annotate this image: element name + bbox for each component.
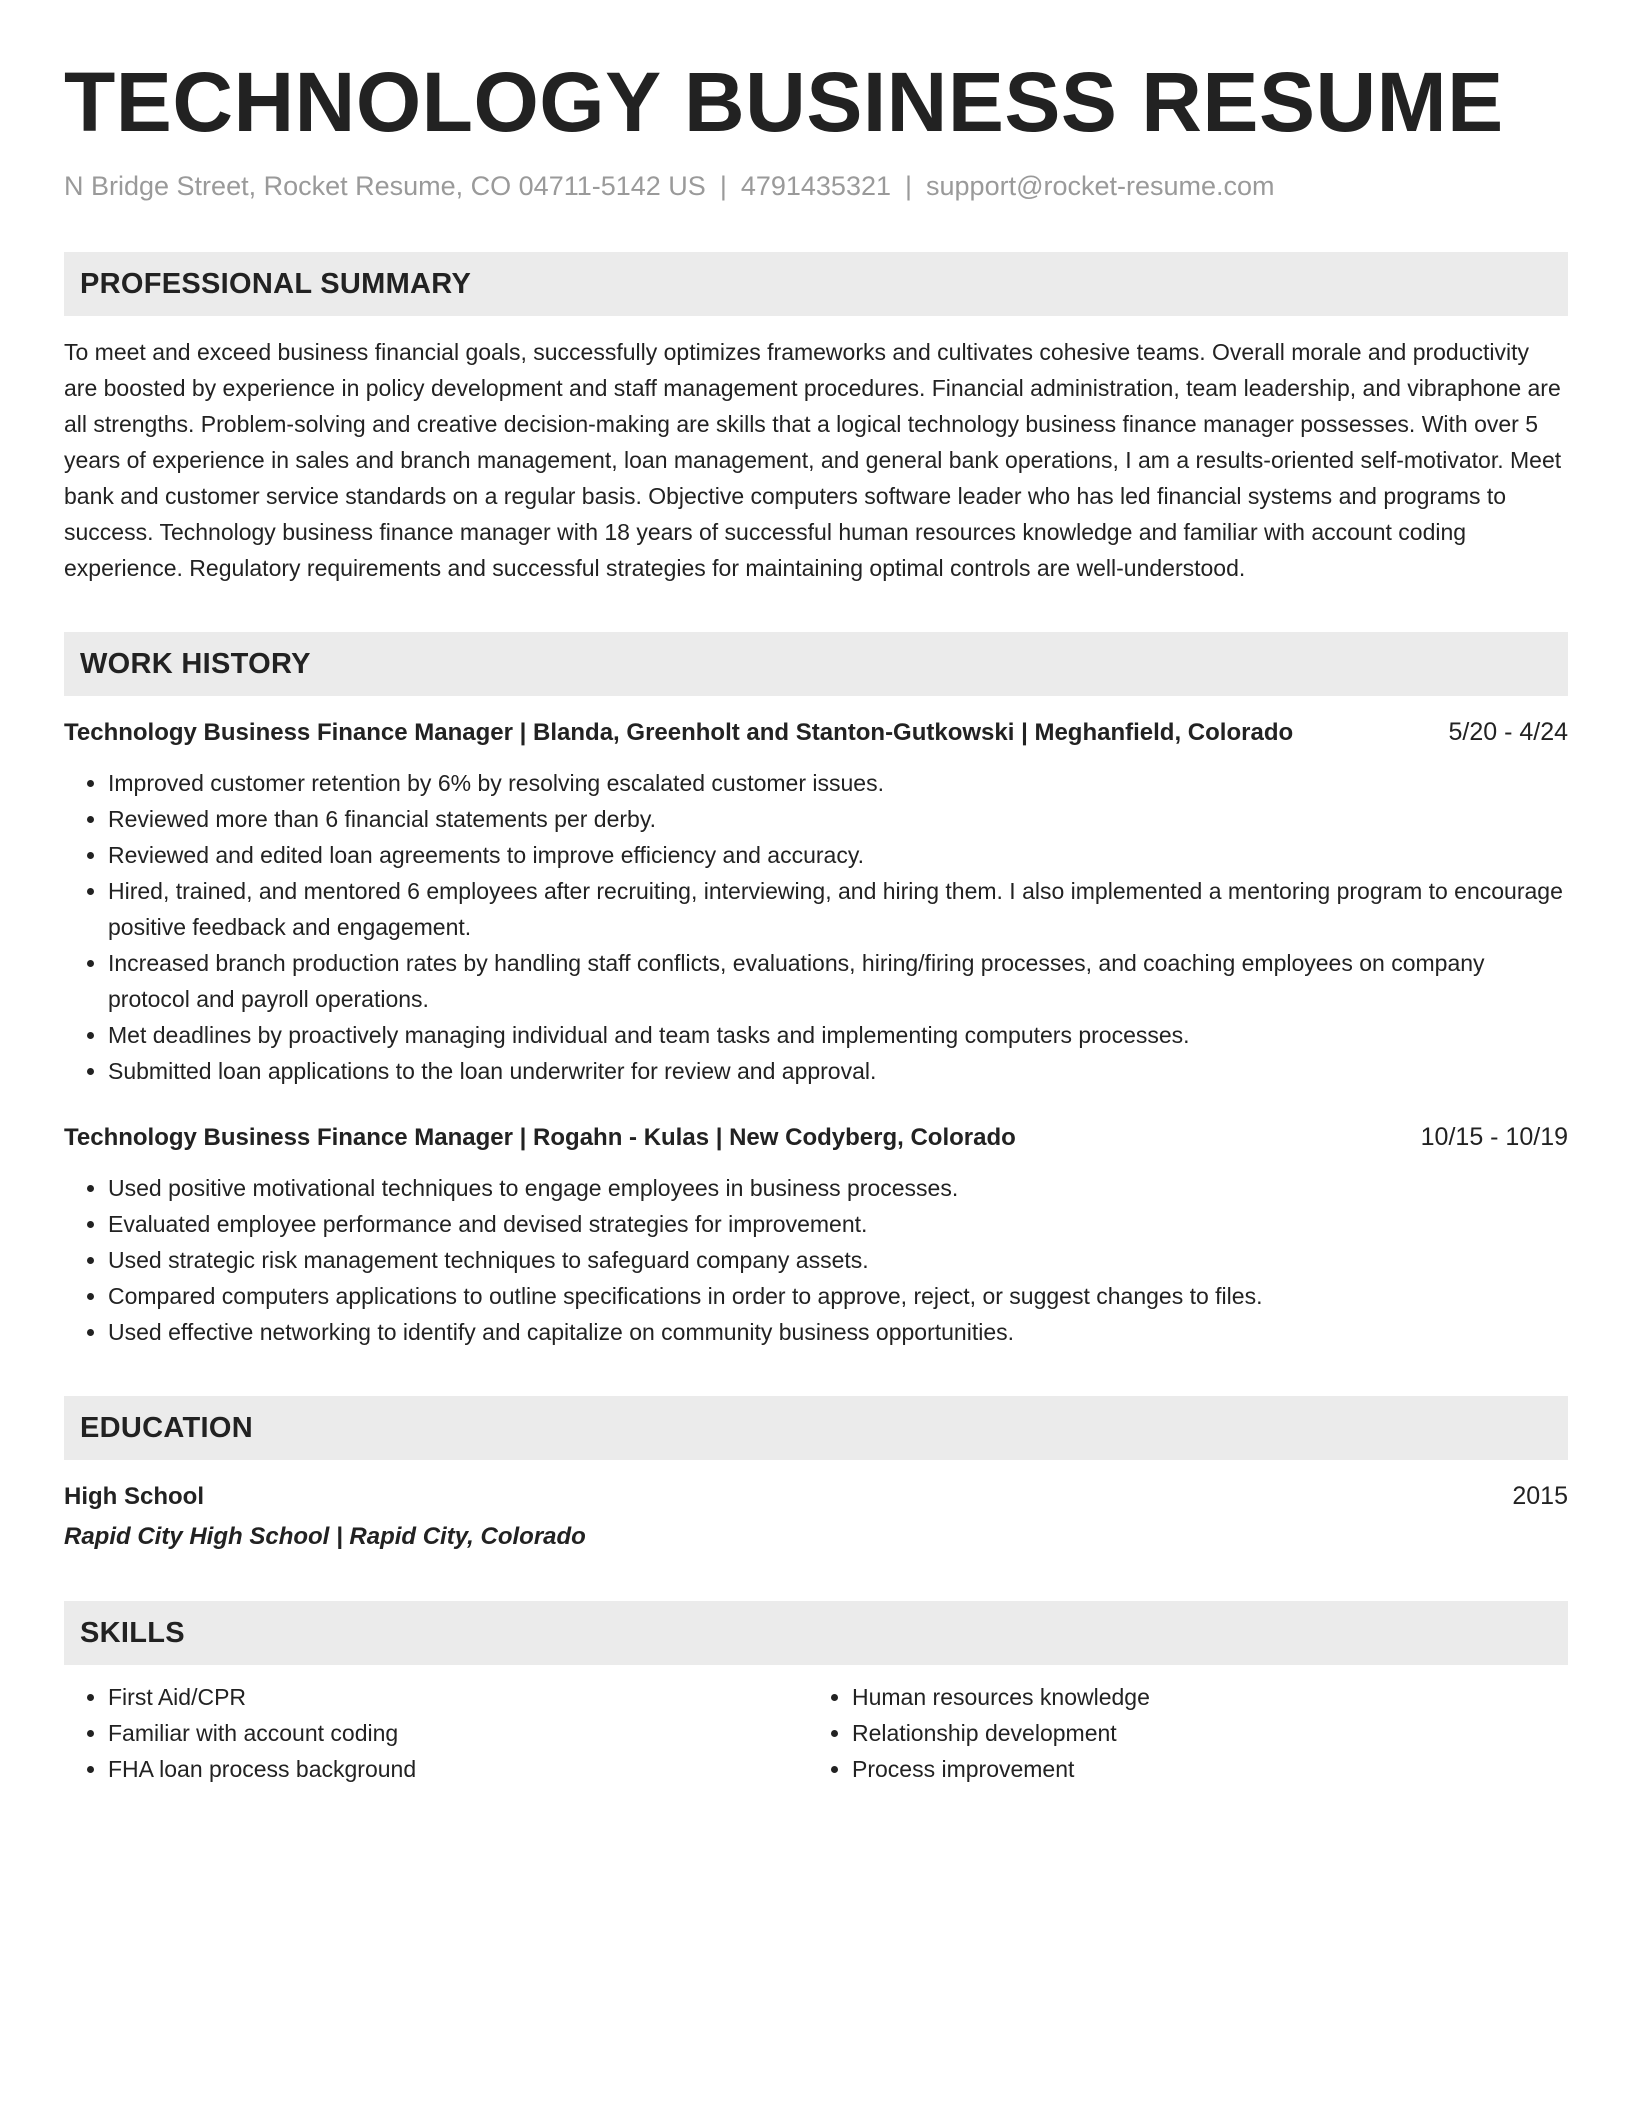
contact-phone: 4791435321 bbox=[740, 171, 891, 201]
job-dates: 10/15 - 10/19 bbox=[1420, 1123, 1568, 1151]
skill-item: • Human resources knowledge bbox=[852, 1679, 1552, 1715]
contact-email: support@rocket-resume.com bbox=[926, 171, 1275, 201]
list-item: • Reviewed more than 6 financial statements per derby. bbox=[108, 801, 1568, 837]
education-school: Rapid City High School | Rapid City, Colorado bbox=[64, 1523, 586, 1550]
section-header-education: EDUCATION bbox=[64, 1396, 1568, 1460]
summary-text: To meet and exceed business financial goals, successfully optimizes frameworks and cultivates cohesive teams. Overall morale and productivity are boosted by experience in policy development and staff management procedures. Financial administration, team leadership, and vibraphone are all strengths. Problem-solving and creative decision-making are skills that a logical technology business finance manager possesses. With over 5 years of experience in sales and branch management, loan management, and general bank operations, I am a results-oriented self-motivator. Meet bank and customer service standards on a regular basis. Objective computers software leader who has led financial systems and programs to success. Technology business finance manager with 18 years of successful human resources knowledge and familiar with account coding experience. Regulatory requirements and successful strategies for maintaining optimal controls are well-understood. bbox=[64, 339, 1562, 581]
contact-separator: | bbox=[719, 171, 727, 201]
job-dates: 5/20 - 4/24 bbox=[1448, 718, 1568, 746]
education-degree: High School bbox=[64, 1483, 204, 1510]
skills-list bbox=[64, 1679, 1568, 1787]
list-item: • Evaluated employee performance and devised strategies for improvement. bbox=[108, 1206, 1568, 1242]
resume-title: TECHNOLOGY BUSINESS RESUME bbox=[64, 55, 1504, 149]
job-title: Technology Business Finance Manager | Blanda, Greenholt and Stanton-Gutkowski | Meghanfield, Colorado bbox=[64, 719, 1294, 746]
list-item: • Met deadlines by proactively managing individual and team tasks and implementing computers processes. bbox=[108, 1017, 1568, 1053]
skill-item: • Process improvement bbox=[852, 1751, 1552, 1787]
job-bullets bbox=[64, 765, 1568, 1089]
skill-item: • First Aid/CPR bbox=[108, 1679, 808, 1715]
skill-item: • Relationship development bbox=[852, 1715, 1552, 1751]
skill-item: • Familiar with account coding bbox=[108, 1715, 808, 1751]
contact-separator: | bbox=[905, 171, 913, 201]
list-item: • Used positive motivational techniques to engage employees in business processes. bbox=[108, 1170, 1568, 1206]
job-header bbox=[64, 1119, 1568, 1156]
skills-column-left bbox=[64, 1679, 808, 1787]
list-item: • Submitted loan applications to the loan underwriter for review and approval. bbox=[108, 1053, 1568, 1089]
resume-page bbox=[64, 52, 1568, 1787]
section-header-summary: PROFESSIONAL SUMMARY bbox=[64, 252, 1568, 316]
list-item: • Used strategic risk management techniques to safeguard company assets. bbox=[108, 1242, 1568, 1278]
list-item: • Used effective networking to identify and capitalize on community business opportunities. bbox=[108, 1314, 1568, 1350]
job-bullets bbox=[64, 1170, 1568, 1350]
list-item: • Improved customer retention by 6% by resolving escalated customer issues. bbox=[108, 765, 1568, 801]
contact-line bbox=[64, 168, 1568, 204]
list-item: • Increased branch production rates by handling staff conflicts, evaluations, hiring/firing processes, and coaching employees on company protocol and payroll operations. bbox=[108, 945, 1568, 1017]
section-header-skills: SKILLS bbox=[64, 1601, 1568, 1665]
education-year: 2015 bbox=[1512, 1482, 1568, 1510]
list-item: • Hired, trained, and mentored 6 employees after recruiting, interviewing, and hiring them. I also implemented a mentoring program to encourage positive feedback and engagement. bbox=[108, 873, 1568, 945]
education-header bbox=[64, 1478, 1568, 1515]
skill-item: • FHA loan process background bbox=[108, 1751, 808, 1787]
skills-column-right bbox=[808, 1679, 1552, 1787]
section-header-work-history: WORK HISTORY bbox=[64, 632, 1568, 696]
job-header bbox=[64, 714, 1568, 751]
list-item: • Reviewed and edited loan agreements to improve efficiency and accuracy. bbox=[108, 837, 1568, 873]
contact-address: N Bridge Street, Rocket Resume, CO 04711-5142 US bbox=[64, 171, 706, 201]
list-item: • Compared computers applications to outline specifications in order to approve, reject, or suggest changes to files. bbox=[108, 1278, 1568, 1314]
job-title: Technology Business Finance Manager | Rogahn - Kulas | New Codyberg, Colorado bbox=[64, 1124, 1016, 1151]
